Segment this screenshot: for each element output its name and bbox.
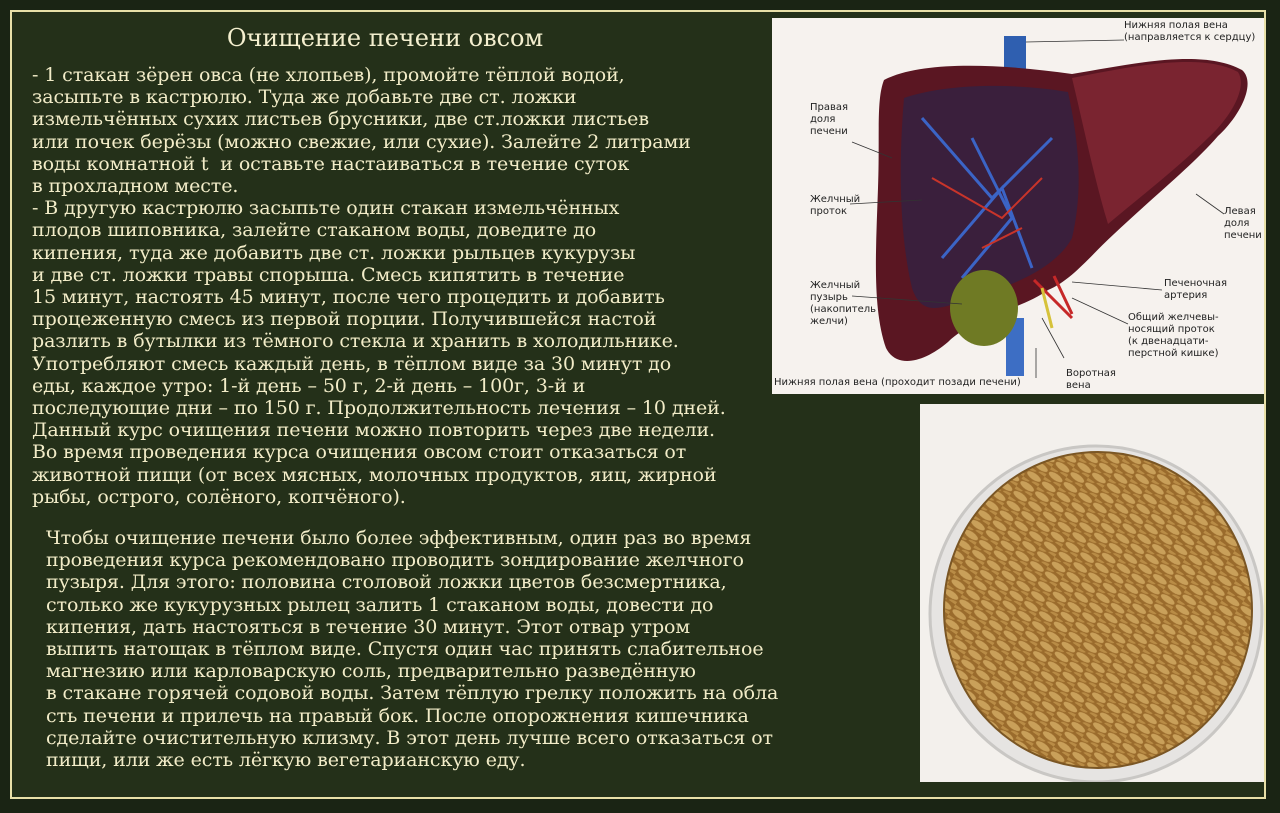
- label-gallbladder: Желчный пузырь (накопитель желчи): [810, 280, 877, 327]
- oats-bowl-illustration: [920, 404, 1264, 782]
- oats-photo: [920, 404, 1264, 782]
- label-left-lobe: Левая доля печени: [1224, 206, 1262, 241]
- label-right-lobe: Правая доля печени: [810, 102, 849, 137]
- label-bile-duct: Желчный проток: [810, 194, 861, 217]
- page-title: Очищение печени овсом: [226, 24, 544, 52]
- label-hepatic-artery: Печеночная артерия: [1164, 278, 1227, 301]
- label-ivc-top: Нижняя полая вена (направляется к сердцу): [1124, 20, 1256, 43]
- gallbladder-probing-paragraph: Чтобы очищение печени было более эффективным, один раз во время проведения курса рекомендовано проводить зондирование желчного пузыря. Для этого: половина столовой ложки цветов безсмертника, столько же кукурузных рылец залить 1 стаканом воды, довести до кипения, дать настояться в течение 30 минут. Этот отвар утром выпить натощак в тёплом виде. Спустя один час принять слабительное магнезию или карловарскую соль, предварительно разведённую в стакане горячей содовой воды. Затем тёплую грелку положить на обла сть печени и прилечь на правый бок. После опорожнения кишечника сделайте очистительную клизму. В этот день лучше всего отказаться от пищи, или же есть лёгкую вегетарианскую еду.: [46, 527, 779, 772]
- recipe-paragraph: - 1 стакан зёрен овса (не хлопьев), промойте тёплой водой, засыпьте в кастрюлю. Туда же добавьте две ст. ложки измельчённых сухих листьев брусники, две ст.ложки листьев или почек берёзы (можно свежие, или сухие). Залейте 2 литрами воды комнатной t и оставьте настаиваться в течение суток в прохладном месте. - В другую кастрюлю засыпьте один стакан измельчённых плодов шиповника, залейте стаканом воды, доведите до кипения, туда же добавить две ст. ложки рыльцев кукурузы и две ст. ложки травы спорыша. Смесь кипятить в течение 15 минут, настоять 45 минут, после чего процедить и добавить процеженную смесь из первой порции. Получившейся настой разлить в бутылки из тёмного стекла и хранить в холодильнике. Употребляют смесь каждый день, в тёплом виде за 30 минут до еды, каждое утро: 1-й день – 50 г, 2-й день – 100г, 3-й и последующие дни – по 150 г. Продолжительность лечения – 10 дней. Данный курс очищения печени можно повторить через две недели. Во время проведения курса очищения овсом стоит отказаться от животной пищи (от всех мясных, молочных продуктов, яиц, жирной рыбы, острого, солёного, копчёного).: [32, 64, 726, 508]
- label-portal-vein: Воротная вена: [1066, 368, 1116, 391]
- label-common-bile-duct: Общий желчевы- носящий проток (к двенадцати- перстной кишке): [1128, 312, 1219, 359]
- liver-diagram: [772, 18, 1264, 394]
- label-ivc-bottom: Нижняя полая вена (проходит позади печени): [774, 377, 1021, 388]
